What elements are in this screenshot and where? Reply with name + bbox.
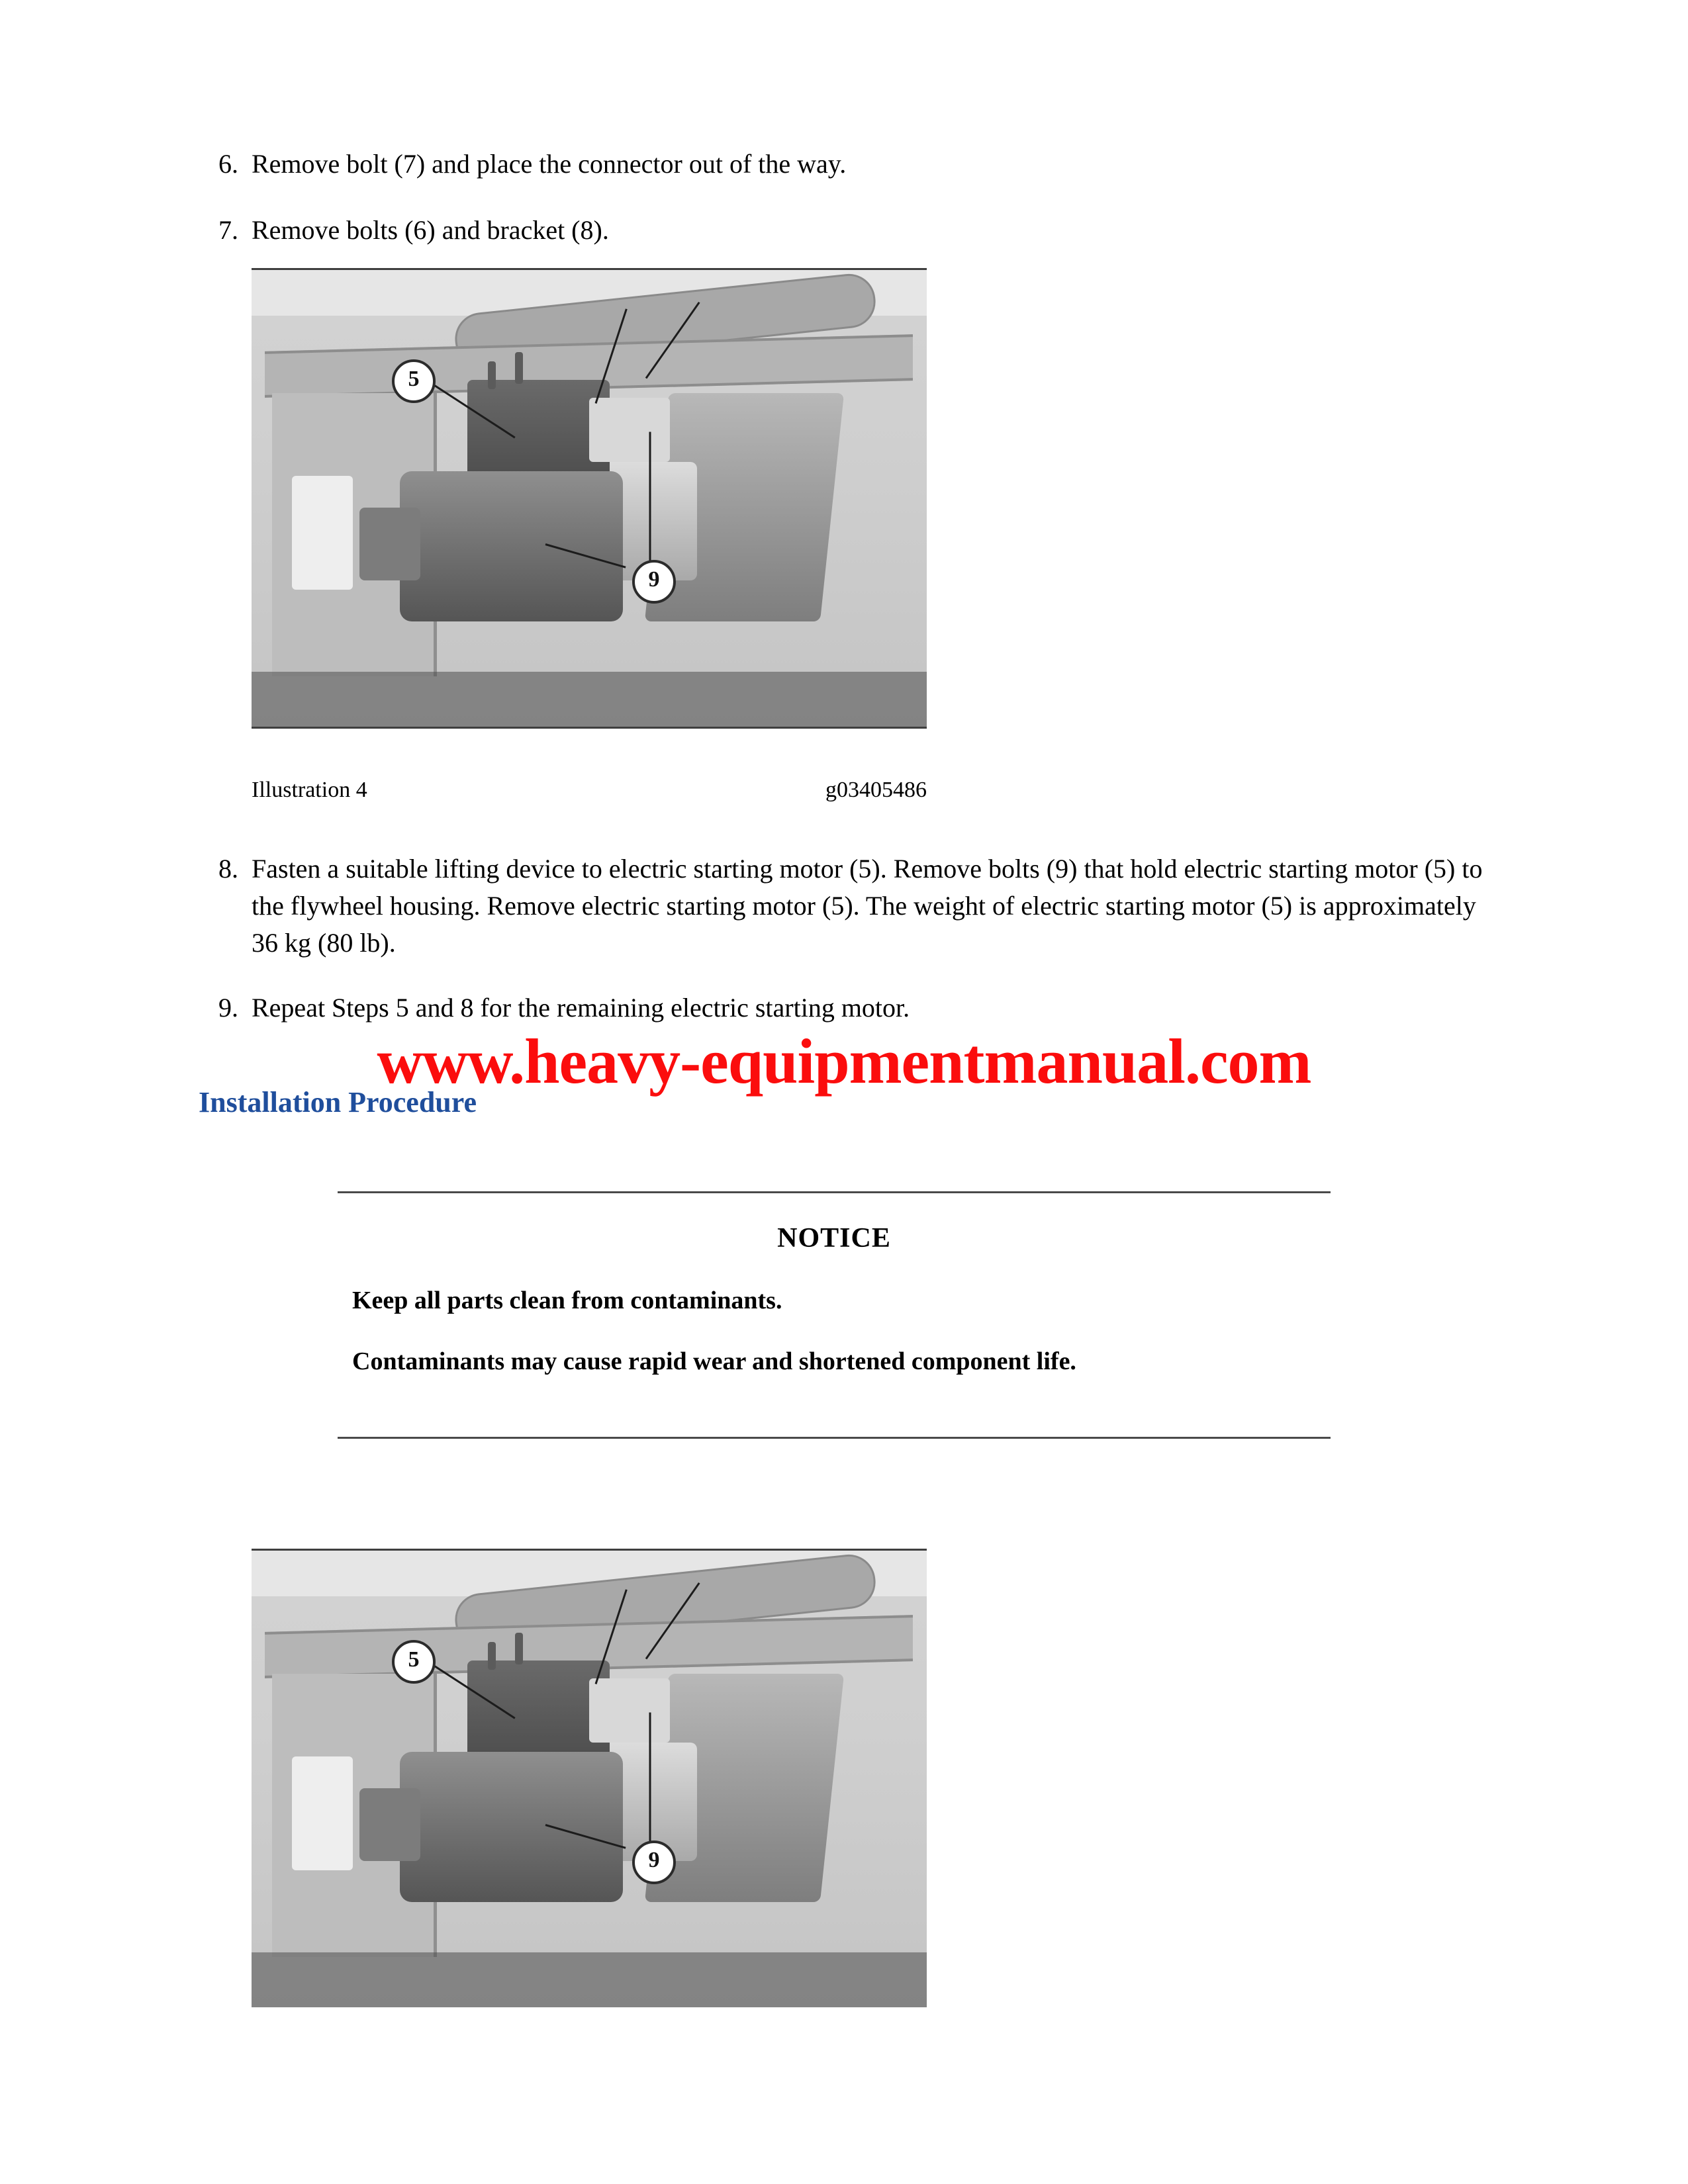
starting-motor-photo — [252, 1551, 927, 2007]
callout-5: 5 — [392, 1640, 436, 1684]
callout-9: 9 — [632, 1841, 676, 1884]
step-text: Repeat Steps 5 and 8 for the remaining electric starting motor. — [252, 993, 910, 1023]
notice-box — [338, 1191, 1331, 1439]
step-item-8 — [199, 850, 1489, 962]
photo-stud — [515, 1633, 523, 1664]
notice-line-2: Contaminants may cause rapid wear and shortened component life. — [352, 1347, 1076, 1375]
callout-9: 9 — [632, 560, 676, 604]
notice-line-1: Keep all parts clean from contaminants. — [352, 1287, 782, 1314]
illustration-label: Illustration 4 — [252, 778, 367, 802]
photo-white-plate — [292, 1756, 353, 1871]
photo-solenoid-cap — [589, 398, 670, 462]
illustration-graphic-id: g03405486 — [825, 778, 927, 802]
starting-motor-photo — [252, 270, 927, 727]
illustration-4 — [252, 268, 927, 729]
step-number: 8. — [218, 854, 238, 884]
step-text: Remove bolt (7) and place the connector out of the way. — [252, 149, 847, 179]
photo-motor-body — [400, 471, 623, 622]
step-text: Remove bolts (6) and bracket (8). — [252, 215, 609, 245]
illustration-bottom-rule — [252, 727, 927, 729]
illustration-installation — [252, 1549, 927, 2007]
step-item-6 — [199, 146, 1456, 183]
step-number: 9. — [218, 993, 238, 1023]
photo-shadow — [252, 1952, 927, 2007]
step-item-7 — [199, 212, 1456, 249]
watermark-text: www.heavy-equipmentmanual.com — [377, 1026, 1311, 1097]
photo-stud — [488, 1642, 496, 1670]
step-item-9 — [199, 989, 1489, 1026]
callout-leader — [649, 1713, 651, 1845]
notice-top-rule — [338, 1191, 1331, 1193]
photo-motor-nose — [359, 508, 420, 580]
step-text: Fasten a suitable lifting device to electric starting motor (5). Remove bolts (9) that hold electric starting motor (5) to the flywheel housing. Remove electric starting motor (5). The weight of electric starting motor (5) is approximately 36 kg (80 lb). — [252, 854, 1483, 958]
notice-title: NOTICE — [777, 1223, 891, 1253]
step-number: 6. — [218, 149, 238, 179]
photo-motor-nose — [359, 1788, 420, 1861]
photo-motor-body — [400, 1752, 623, 1903]
notice-bottom-rule — [338, 1437, 1331, 1439]
photo-white-plate — [292, 476, 353, 590]
section-heading-installation-procedure: Installation Procedure — [199, 1086, 477, 1118]
photo-solenoid-cap — [589, 1678, 670, 1743]
callout-5: 5 — [392, 359, 436, 403]
step-number: 7. — [218, 215, 238, 245]
photo-stud — [515, 352, 523, 384]
callout-leader — [649, 432, 651, 565]
illustration-4-image — [252, 270, 927, 727]
photo-stud — [488, 361, 496, 389]
photo-shadow — [252, 672, 927, 727]
illustration-installation-image — [252, 1551, 927, 2007]
